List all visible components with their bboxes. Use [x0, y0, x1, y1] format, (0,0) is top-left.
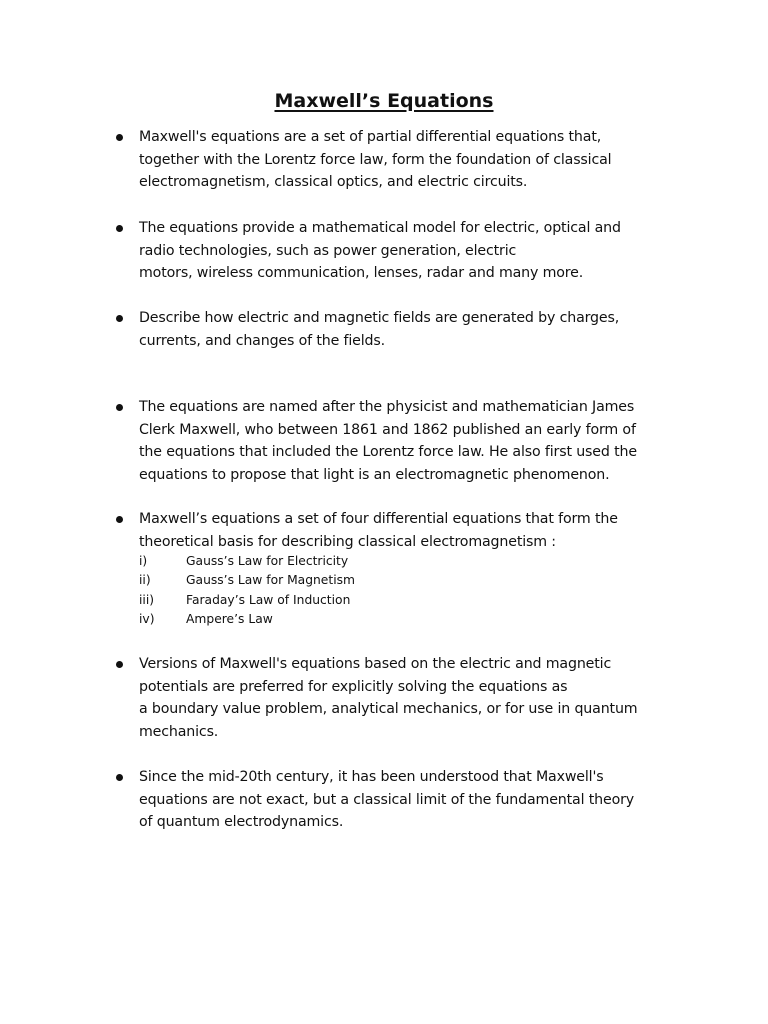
bullet-paragraph-3 — [139, 307, 679, 352]
page-title-text: Maxwell’s Equations — [274, 90, 494, 112]
paragraph-line: radio technologies, such as power generation, electric — [139, 242, 517, 259]
list-item-number: iii) — [139, 592, 155, 607]
paragraph-line: The equations provide a mathematical model for electric, optical and — [139, 220, 621, 236]
bullet-paragraph-1 — [139, 126, 679, 194]
bullet-icon — [116, 774, 123, 781]
bullet-icon — [116, 315, 123, 322]
paragraph-line: theoretical basis for describing classical electromagnetism : — [139, 533, 556, 550]
list-item-number: ii) — [139, 573, 151, 588]
bullet-paragraph-6 — [139, 653, 679, 743]
paragraph-line: the equations that included the Lorentz force law. He also first used the — [139, 444, 637, 460]
paragraph-line: of quantum electrodynamics. — [139, 814, 344, 830]
list-item — [139, 552, 499, 571]
list-item-text: Gauss’s Law for Magnetism — [186, 573, 355, 588]
paragraph-line: Maxwell’s equations a set of four differential equations that form the — [139, 511, 618, 527]
bullet-paragraph-5 — [139, 508, 679, 553]
bullet-icon — [116, 225, 123, 232]
bullet-paragraph-7 — [139, 766, 679, 834]
paragraph-line: potentials are preferred for explicitly solving the equations as — [139, 678, 568, 695]
paragraph-line: equations to propose that light is an electromagnetic phenomenon. — [139, 466, 610, 483]
paragraph-line: Versions of Maxwell's equations based on the electric and magnetic — [139, 656, 612, 672]
paragraph-line: electromagnetism, classical optics, and electric circuits. — [139, 174, 528, 190]
bullet-icon — [116, 661, 123, 668]
paragraph-line: Describe how electric and magnetic fields are generated by charges, — [139, 310, 620, 326]
list-item-text: Faraday’s Law of Induction — [186, 592, 351, 607]
list-item — [139, 610, 499, 629]
bullet-icon — [116, 404, 123, 411]
paragraph-line: The equations are named after the physicist and mathematician James — [139, 399, 635, 415]
paragraph-line: together with the Lorentz force law, form the foundation of classical — [139, 151, 612, 168]
list-item-number: iv) — [139, 611, 155, 626]
paragraph-line: mechanics. — [139, 723, 219, 740]
bullet-icon — [116, 134, 123, 141]
list-item-number: i) — [139, 554, 148, 568]
list-item — [139, 571, 499, 590]
law-list — [139, 552, 499, 629]
page-title — [0, 88, 768, 114]
bullet-paragraph-2 — [139, 217, 679, 285]
list-item — [139, 591, 499, 610]
paragraph-line: Clerk Maxwell, who between 1861 and 1862 published an early form of — [139, 421, 636, 438]
paragraph-line: currents, and changes of the fields. — [139, 332, 385, 349]
bullet-paragraph-4 — [139, 396, 679, 486]
paragraph-line: motors, wireless communication, lenses, radar and many more. — [139, 265, 584, 281]
paragraph-line: Maxwell's equations are a set of partial differential equations that, — [139, 129, 602, 145]
list-item-text: Ampere’s Law — [186, 611, 273, 626]
paragraph-line: equations are not exact, but a classical limit of the fundamental theory — [139, 791, 635, 808]
bullet-icon — [116, 516, 123, 523]
paragraph-line: a boundary value problem, analytical mechanics, or for use in quantum — [139, 701, 638, 717]
list-item-text: Gauss’s Law for Electricity — [186, 554, 349, 568]
paragraph-line: Since the mid-20th century, it has been understood that Maxwell's — [139, 769, 604, 785]
